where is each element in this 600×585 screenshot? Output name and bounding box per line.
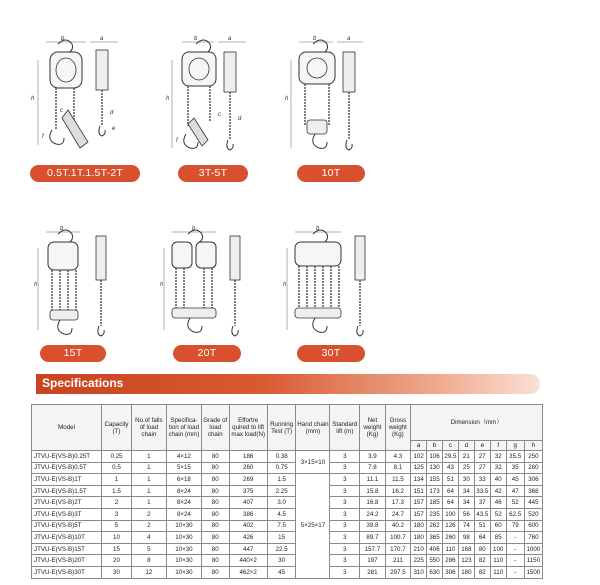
svg-text:a: a — [228, 36, 232, 42]
cell-gross-weight: 11.5 — [385, 474, 410, 486]
cell-dim-d: 180 — [458, 566, 474, 578]
cell-effort: 402 — [229, 520, 267, 532]
table-row — [32, 532, 543, 544]
cell-dim-b: 365 — [427, 532, 443, 544]
table-row — [32, 497, 543, 509]
cell-dim-b: 155 — [427, 474, 443, 486]
cell-net-weight: 197 — [360, 555, 385, 567]
cell-effort: 260 — [229, 462, 267, 474]
cell-gross-weight: 40.2 — [385, 520, 410, 532]
cell-dim-c: 64 — [442, 485, 458, 497]
header-dim-h: h — [524, 441, 542, 451]
cell-dim-b: 262 — [427, 520, 443, 532]
cell-dim-h: 368 — [524, 485, 542, 497]
cell-dim-g: - — [506, 555, 524, 567]
cell-dim-g: 35 — [506, 462, 524, 474]
cell-standard-lift: 3 — [330, 451, 360, 463]
svg-text:h: h — [34, 282, 38, 288]
table-row — [32, 508, 543, 520]
cell-dim-f: 40 — [490, 474, 506, 486]
cell-effort: 447 — [229, 543, 267, 555]
cell-dim-d: 25 — [458, 462, 474, 474]
cell-falls: 5 — [131, 543, 166, 555]
cell-load-chain-spec: 10×30 — [166, 520, 201, 532]
cell-dim-e: 64 — [474, 532, 490, 544]
cell-grade: 80 — [201, 520, 229, 532]
cell-effort: 386 — [229, 508, 267, 520]
header-dim-d: d — [458, 441, 474, 451]
cell-model: JTVU-E(VS-B)3T — [32, 508, 102, 520]
cell-net-weight: 3.9 — [360, 451, 385, 463]
cell-dim-d: 34 — [458, 497, 474, 509]
cell-dim-g: 52 — [506, 497, 524, 509]
cell-dim-f: 46 — [490, 497, 506, 509]
cell-dim-d: 30 — [458, 474, 474, 486]
cell-model: JTVU-E(VS-B)0.5T — [32, 462, 102, 474]
cell-dim-e: 37 — [474, 497, 490, 509]
cell-dim-g: 79 — [506, 520, 524, 532]
svg-text:h: h — [283, 282, 287, 288]
cell-grade: 80 — [201, 462, 229, 474]
figure-label-0.5t-2t: 0.5T.1T.1.5T-2T — [30, 165, 140, 182]
figure-label-20t: 20T — [173, 345, 241, 362]
cell-gross-weight: 297.5 — [385, 566, 410, 578]
header-effort: Effortre quired to lift max load(N) — [229, 405, 267, 451]
figure-label-10t: 10T — [297, 165, 365, 182]
hoist-drawing-15t — [34, 222, 124, 340]
cell-grade: 80 — [201, 485, 229, 497]
cell-dim-f: 60 — [490, 520, 506, 532]
header-running-test: Running Test (T) — [267, 405, 296, 451]
cell-capacity: 0.5 — [102, 462, 132, 474]
cell-falls: 1 — [131, 497, 166, 509]
cell-effort: 269 — [229, 474, 267, 486]
header-dim-e: e — [474, 441, 490, 451]
cell-dim-h: 760 — [524, 532, 542, 544]
cell-net-weight: 39.8 — [360, 520, 385, 532]
table-row — [32, 462, 543, 474]
cell-dim-e: 33 — [474, 474, 490, 486]
cell-falls: 4 — [131, 532, 166, 544]
cell-dim-e: 82 — [474, 555, 490, 567]
cell-dim-b: 130 — [427, 462, 443, 474]
cell-gross-weight: 211 — [385, 555, 410, 567]
cell-gross-weight: 17.3 — [385, 497, 410, 509]
dim-c-label: c — [60, 108, 63, 114]
cell-grade: 80 — [201, 474, 229, 486]
hoist-drawing-3t-5t — [166, 30, 261, 160]
cell-falls: 1 — [131, 474, 166, 486]
cell-standard-lift: 3 — [330, 462, 360, 474]
cell-capacity: 30 — [102, 566, 132, 578]
table-row — [32, 520, 543, 532]
cell-dim-f: 100 — [490, 543, 506, 555]
section-title: Specifications — [42, 376, 124, 390]
cell-running-test: 45 — [267, 566, 296, 578]
cell-dim-d: 123 — [458, 555, 474, 567]
cell-dim-d: 21 — [458, 451, 474, 463]
cell-effort: 375 — [229, 485, 267, 497]
header-dim-f: f — [490, 441, 506, 451]
cell-capacity: 5 — [102, 520, 132, 532]
cell-dim-g: 45 — [506, 474, 524, 486]
specifications-banner — [36, 374, 540, 394]
cell-hand-chain: 3×15×10 — [296, 451, 330, 474]
cell-dim-b: 173 — [427, 485, 443, 497]
cell-dim-e: 51 — [474, 520, 490, 532]
cell-net-weight: 15.8 — [360, 485, 385, 497]
cell-dim-c: 100 — [442, 508, 458, 520]
cell-effort: 407 — [229, 497, 267, 509]
cell-running-test: 1.5 — [267, 474, 296, 486]
cell-running-test: 22.5 — [267, 543, 296, 555]
header-standard-lift: Standard lift (m) — [330, 405, 360, 451]
cell-net-weight: 11.1 — [360, 474, 385, 486]
cell-standard-lift: 3 — [330, 543, 360, 555]
cell-load-chain-spec: 8×24 — [166, 508, 201, 520]
cell-grade: 80 — [201, 532, 229, 544]
cell-grade: 80 — [201, 555, 229, 567]
cell-model: JTVU-E(VS-B)10T — [32, 532, 102, 544]
cell-net-weight: 89.7 — [360, 532, 385, 544]
cell-dim-a: 225 — [411, 555, 427, 567]
cell-model: JTVU-E(VS-B)2T — [32, 497, 102, 509]
cell-dim-c: 286 — [442, 555, 458, 567]
cell-net-weight: 7.8 — [360, 462, 385, 474]
cell-dim-e: 82 — [474, 566, 490, 578]
cell-effort: 426 — [229, 532, 267, 544]
cell-dim-f: 32 — [490, 451, 506, 463]
dim-e-label: e — [112, 126, 116, 132]
cell-dim-h: 1000 — [524, 543, 542, 555]
figure-label-3t-5t: 3T-5T — [178, 165, 248, 182]
cell-dim-c: 260 — [442, 532, 458, 544]
cell-dim-g: - — [506, 532, 524, 544]
cell-standard-lift: 3 — [330, 520, 360, 532]
cell-gross-weight: 8.1 — [385, 462, 410, 474]
cell-dim-a: 102 — [411, 451, 427, 463]
cell-capacity: 2 — [102, 497, 132, 509]
cell-model: JTVU-E(VS-B)0.25T — [32, 451, 102, 463]
cell-dim-h: 1500 — [524, 566, 542, 578]
cell-dim-a: 180 — [411, 520, 427, 532]
cell-dim-g: 47 — [506, 485, 524, 497]
cell-capacity: 1 — [102, 474, 132, 486]
cell-load-chain-spec: 6×18 — [166, 474, 201, 486]
cell-dim-g: 35.5 — [506, 451, 524, 463]
dim-f-label: f — [42, 134, 44, 140]
cell-falls: 1 — [131, 451, 166, 463]
cell-effort: 462×2 — [229, 566, 267, 578]
cell-model: JTVU-E(VS-B)1.5T — [32, 485, 102, 497]
table-row — [32, 543, 543, 555]
cell-dim-a: 157 — [411, 508, 427, 520]
svg-text:b: b — [316, 226, 320, 232]
figure-label-15t: 15T — [40, 345, 106, 362]
cell-dim-d: 98 — [458, 532, 474, 544]
cell-running-test: 2.25 — [267, 485, 296, 497]
cell-dim-e: 80 — [474, 543, 490, 555]
cell-load-chain-spec: 4×12 — [166, 451, 201, 463]
svg-text:b: b — [194, 36, 198, 42]
cell-dim-h: 600 — [524, 520, 542, 532]
svg-text:h: h — [160, 282, 164, 288]
dim-a-label: a — [100, 36, 104, 42]
cell-falls: 8 — [131, 555, 166, 567]
cell-falls: 2 — [131, 520, 166, 532]
cell-model: JTVU-E(VS-B)5T — [32, 520, 102, 532]
svg-text:b: b — [313, 36, 317, 42]
cell-load-chain-spec: 10×30 — [166, 532, 201, 544]
cell-dim-b: 550 — [427, 555, 443, 567]
cell-load-chain-spec: 10×30 — [166, 566, 201, 578]
cell-dim-e: 33.5 — [474, 485, 490, 497]
cell-capacity: 15 — [102, 543, 132, 555]
header-dim-c: c — [442, 441, 458, 451]
cell-dim-f: 110 — [490, 566, 506, 578]
cell-falls: 12 — [131, 566, 166, 578]
header-falls: No.of falls of load chain — [131, 405, 166, 451]
specifications-table — [31, 404, 543, 579]
cell-grade: 80 — [201, 566, 229, 578]
cell-capacity: 0.25 — [102, 451, 132, 463]
cell-dim-d: 34 — [458, 485, 474, 497]
header-gross-weight: Gross weight (Kg) — [385, 405, 410, 451]
header-dimension: Dimension（mm） — [411, 405, 543, 441]
cell-capacity: 20 — [102, 555, 132, 567]
cell-dim-e: 27 — [474, 462, 490, 474]
cell-dim-h: 306 — [524, 474, 542, 486]
cell-dim-h: 1150 — [524, 555, 542, 567]
cell-dim-f: 110 — [490, 555, 506, 567]
svg-text:h: h — [166, 96, 170, 102]
cell-dim-h: 280 — [524, 462, 542, 474]
cell-dim-d: 168 — [458, 543, 474, 555]
cell-dim-e: 27 — [474, 451, 490, 463]
cell-dim-b: 235 — [427, 508, 443, 520]
cell-dim-a: 310 — [411, 566, 427, 578]
cell-dim-c: 126 — [442, 520, 458, 532]
table-row — [32, 451, 543, 463]
cell-dim-c: 51 — [442, 474, 458, 486]
header-net-weight: Net weight (Kg) — [360, 405, 385, 451]
table-row — [32, 555, 543, 567]
dim-h-label: h — [31, 96, 35, 102]
cell-gross-weight: 4.3 — [385, 451, 410, 463]
cell-running-test: 15 — [267, 532, 296, 544]
cell-dim-d: 56 — [458, 508, 474, 520]
cell-running-test: 30 — [267, 555, 296, 567]
cell-dim-a: 157 — [411, 497, 427, 509]
cell-dim-c: 110 — [442, 543, 458, 555]
cell-dim-f: 85 — [490, 532, 506, 544]
cell-standard-lift: 3 — [330, 566, 360, 578]
svg-text:f: f — [176, 138, 178, 144]
cell-capacity: 1.5 — [102, 485, 132, 497]
cell-hand-chain: 5×25×17 — [296, 474, 330, 578]
header-dim-b: b — [427, 441, 443, 451]
header-dim-a: a — [411, 441, 427, 451]
header-hand-chain: Hand chain (mm) — [296, 405, 330, 451]
svg-text:b: b — [60, 226, 64, 232]
cell-effort: 186 — [229, 451, 267, 463]
header-grade: Grade of load chain — [201, 405, 229, 451]
cell-capacity: 10 — [102, 532, 132, 544]
cell-dim-e: 43.5 — [474, 508, 490, 520]
svg-text:d: d — [238, 116, 242, 122]
svg-text:h: h — [285, 96, 289, 102]
cell-falls: 1 — [131, 462, 166, 474]
svg-text:b: b — [192, 226, 196, 232]
cell-standard-lift: 3 — [330, 532, 360, 544]
cell-dim-c: 43 — [442, 462, 458, 474]
cell-dim-g: - — [506, 566, 524, 578]
table-row — [32, 566, 543, 578]
cell-dim-h: 250 — [524, 451, 542, 463]
cell-dim-c: 29.5 — [442, 451, 458, 463]
cell-dim-d: 74 — [458, 520, 474, 532]
cell-gross-weight: 170.7 — [385, 543, 410, 555]
cell-dim-f: 52 — [490, 508, 506, 520]
cell-standard-lift: 3 — [330, 497, 360, 509]
cell-grade: 80 — [201, 451, 229, 463]
cell-dim-c: 306 — [442, 566, 458, 578]
cell-load-chain-spec: 8×24 — [166, 485, 201, 497]
cell-dim-g: 62.5 — [506, 508, 524, 520]
cell-standard-lift: 3 — [330, 508, 360, 520]
cell-dim-a: 134 — [411, 474, 427, 486]
cell-load-chain-spec: 10×30 — [166, 555, 201, 567]
cell-dim-b: 185 — [427, 497, 443, 509]
cell-running-test: 3.0 — [267, 497, 296, 509]
dim-b-label: b — [61, 36, 65, 42]
specifications-table-body — [32, 451, 543, 579]
cell-dim-a: 180 — [411, 532, 427, 544]
cell-standard-lift: 3 — [330, 474, 360, 486]
cell-dim-h: 520 — [524, 508, 542, 520]
header-capacity: Capacity (T) — [102, 405, 132, 451]
cell-running-test: 0.75 — [267, 462, 296, 474]
hoist-drawing-30t — [283, 222, 378, 340]
cell-effort: 440×2 — [229, 555, 267, 567]
hoist-drawing-0.5t-2t — [28, 30, 148, 160]
cell-model: JTVU-E(VS-B)1T — [32, 474, 102, 486]
cell-dim-c: 64 — [442, 497, 458, 509]
cell-gross-weight: 100.7 — [385, 532, 410, 544]
cell-standard-lift: 3 — [330, 485, 360, 497]
table-row — [32, 474, 543, 486]
cell-net-weight: 24.2 — [360, 508, 385, 520]
cell-dim-a: 125 — [411, 462, 427, 474]
cell-dim-a: 210 — [411, 543, 427, 555]
svg-text:c: c — [218, 112, 221, 118]
cell-net-weight: 16.8 — [360, 497, 385, 509]
cell-grade: 80 — [201, 543, 229, 555]
cell-dim-b: 630 — [427, 566, 443, 578]
cell-standard-lift: 3 — [330, 555, 360, 567]
cell-load-chain-spec: 5×15 — [166, 462, 201, 474]
cell-model: JTVU-E(VS-B)30T — [32, 566, 102, 578]
cell-dim-b: 406 — [427, 543, 443, 555]
dim-d-label: d — [110, 110, 114, 116]
cell-load-chain-spec: 8×24 — [166, 497, 201, 509]
header-dim-g: g — [506, 441, 524, 451]
cell-running-test: 7.5 — [267, 520, 296, 532]
header-model: Model — [32, 405, 102, 451]
cell-running-test: 0.38 — [267, 451, 296, 463]
hoist-drawing-20t — [160, 222, 255, 340]
cell-dim-b: 106 — [427, 451, 443, 463]
figure-label-30t: 30T — [297, 345, 365, 362]
cell-grade: 80 — [201, 497, 229, 509]
hoist-drawing-10t — [285, 30, 375, 160]
cell-model: JTVU-E(VS-B)20T — [32, 555, 102, 567]
cell-capacity: 3 — [102, 508, 132, 520]
cell-dim-h: 445 — [524, 497, 542, 509]
header-load-chain-spec: Specifica-tion of load chain (mm) — [166, 405, 201, 451]
cell-dim-f: 42 — [490, 485, 506, 497]
cell-net-weight: 281 — [360, 566, 385, 578]
cell-grade: 80 — [201, 508, 229, 520]
cell-gross-weight: 16.2 — [385, 485, 410, 497]
cell-running-test: 4.5 — [267, 508, 296, 520]
cell-falls: 2 — [131, 508, 166, 520]
cell-model: JTVU-E(VS-B)15T — [32, 543, 102, 555]
cell-dim-f: 32 — [490, 462, 506, 474]
cell-dim-a: 151 — [411, 485, 427, 497]
cell-dim-g: - — [506, 543, 524, 555]
cell-net-weight: 157.7 — [360, 543, 385, 555]
cell-gross-weight: 24.7 — [385, 508, 410, 520]
cell-load-chain-spec: 10×30 — [166, 543, 201, 555]
svg-text:a: a — [347, 36, 351, 42]
table-row — [32, 485, 543, 497]
cell-falls: 1 — [131, 485, 166, 497]
